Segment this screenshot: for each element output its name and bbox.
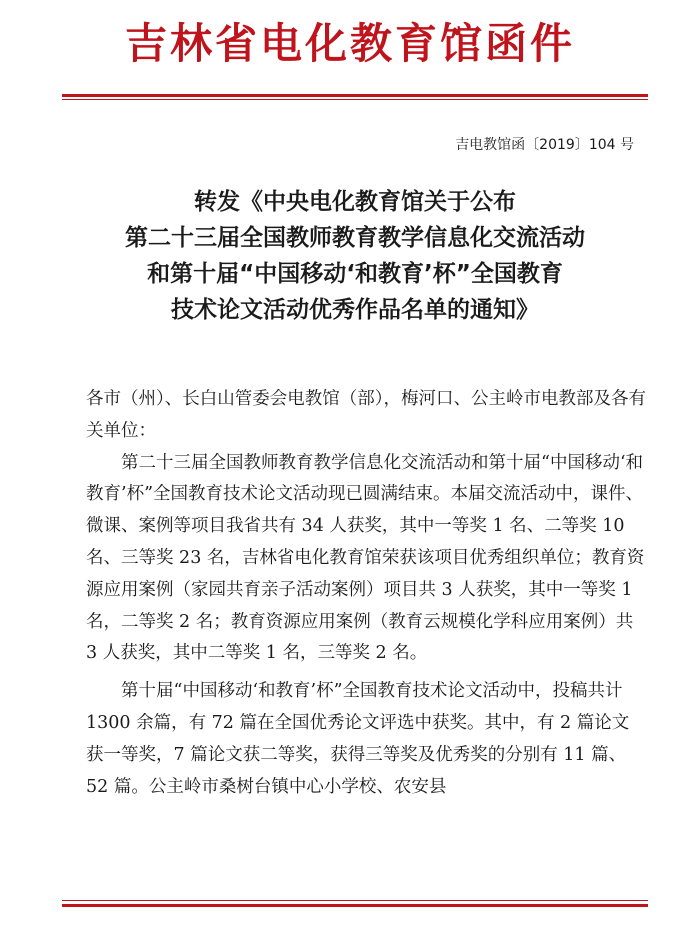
letterhead-rule-thick <box>62 94 648 97</box>
notice-title-line: 转发《中央电化教育馆关于公布 <box>194 189 516 215</box>
footer-rule-thin <box>62 900 648 901</box>
notice-title-line: 第二十三届全国教师教育教学信息化交流活动 <box>125 225 585 251</box>
notice-title-line: 技术论文活动优秀作品名单的通知》 <box>171 297 539 323</box>
notice-title-line: 和第十届“中国移动‘和教育’杯”全国教育 <box>147 261 563 287</box>
letterhead-title: 吉林省电化教育馆函件 <box>124 19 575 68</box>
notice-body <box>86 384 646 803</box>
body-paragraph-1: 第二十三届全国教师教育教学信息化交流活动和第十届“中国移动‘和教育’杯”全国教育技术论文活动现已圆满结束。本届交流活动中，课件、微课、案例等项目我省共有 34 人获奖，其中一等奖 1 名、二等奖 10 名、三等奖 23 名，吉林省电化教育馆荣获该项目优秀组织单位；教育资源应用案例（家园共育亲子活动案例）项目共 3 人获奖，其中一等奖 1 名，二等奖 2 名；教育资源应用案例（教育云规模化学科应用案例）共 3 人获奖，其中二等奖 1 名，三等奖 2 名。 <box>86 452 645 664</box>
notice-title <box>70 184 640 328</box>
letterhead-rule-thin <box>62 99 648 100</box>
body-paragraph-2: 第十届“中国移动‘和教育’杯”全国教育技术论文活动中，投稿共计 1300 余篇，有 72 篇在全国优秀论文评选中获奖。其中，有 2 篇论文获一等奖，7 篇论文获二等奖，获得三等奖及优秀奖的分别有 11 篇、52 篇。公主岭市桑树台镇中心小学校、农安县 <box>86 681 630 797</box>
document-number: 吉电教馆函〔2019〕104 号 <box>455 137 634 153</box>
footer-rule-thick <box>62 904 648 907</box>
salutation: 各市（州）、长白山管委会电教馆（部），梅河口、公主岭市电教部及各有关单位： <box>86 389 646 441</box>
